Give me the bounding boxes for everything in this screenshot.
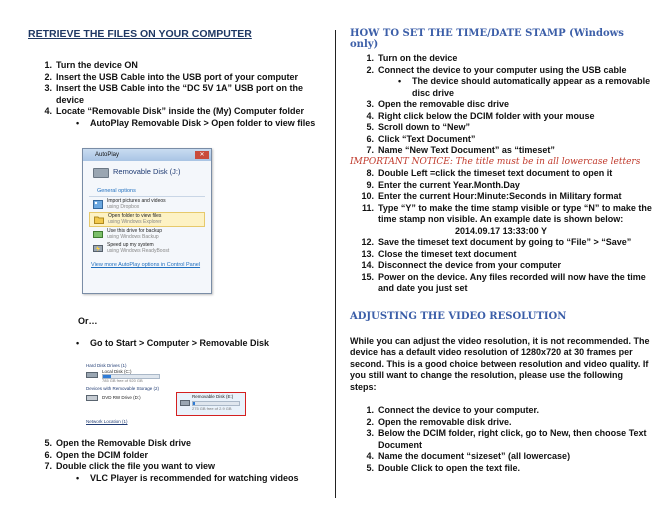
list-item: 3. Insert the USB Cable into the “DC 5V 1A” USB port on the device: [44, 83, 304, 105]
backup-icon: [93, 230, 103, 239]
hard-drive-icon: [86, 371, 98, 379]
time-steps-list-d: [350, 237, 652, 295]
bullet-vlc: • VLC Player is recommended for watching videos: [76, 472, 299, 483]
list-item: 7. Double click the file you want to view: [44, 461, 216, 471]
list-item: 5. Scroll down to “New”: [366, 122, 471, 132]
retrieve-files-heading: RETRIEVE THE FILES ON YOUR COMPUTER: [28, 28, 252, 40]
list-item: 3. Open the removable disc drive: [366, 99, 510, 109]
autoplay-drive: Removable Disk (J:): [83, 161, 211, 185]
removable-drive-icon: [93, 168, 109, 178]
list-item: 4. Locate “Removable Disk” inside the (My) Computer folder: [44, 106, 305, 116]
example-date: 2014.09.17 13:33:00 Y: [455, 225, 547, 236]
removable-disk-highlight: Removable Disk (E:) 275 GB free of 2.9 GB: [176, 392, 246, 416]
list-item: 1. Connect the device to your computer.: [366, 405, 540, 415]
list-item: 3. Below the DCIM folder, right click, go to New, then choose Text Document: [366, 428, 647, 450]
time-date-heading: HOW TO SET THE TIME/DATE STAMP (Windows only): [350, 28, 624, 50]
list-item: 2. Insert the USB Cable into the USB port of your computer: [44, 71, 299, 82]
time-steps-list-c: [350, 168, 652, 226]
network-section-header: Network Location (1): [86, 419, 128, 424]
list-item: 7. Name “New Text Document” as “timeset”: [366, 145, 555, 155]
autoplay-option-backup: Use this drive for backup using Windows Backup: [89, 228, 205, 241]
pictures-icon: [93, 200, 103, 209]
retrieve-steps-list-a: [28, 60, 328, 118]
list-item: 5. Open the Removable Disk drive: [44, 438, 192, 448]
list-item: 4. Right click below the DCIM folder with your mouse: [366, 110, 595, 121]
video-steps-list: [350, 405, 652, 474]
list-item: 2. Connect the device to your computer using the USB cable: [366, 64, 627, 75]
list-item: 6. Open the DCIM folder: [44, 449, 148, 460]
hdd-section-header: Hard Disk Drives (1): [86, 363, 127, 368]
dvd-drive-icon: [86, 394, 98, 402]
list-item: 8. Double Left =click the timeset text document to open it: [366, 168, 613, 178]
list-item: 1. Turn the device ON: [44, 60, 138, 70]
autoplay-option-open-folder: Open folder to view files using Windows Explorer: [89, 212, 205, 227]
close-icon: ✕: [195, 151, 209, 159]
retrieve-steps-list-b: [28, 438, 328, 473]
autoplay-titlebar: AutoPlay ✕: [83, 149, 211, 161]
time-steps-list-a: [350, 53, 652, 76]
bullet-dot-icon: •: [76, 338, 80, 348]
list-item: 15. Power on the device. Any files recorded will now have the time and date you just set: [361, 271, 646, 293]
autoplay-option-speedup: Speed up my system using Windows ReadyBoost: [89, 242, 205, 255]
bullet-autoplay: • AutoPlay Removable Disk > Open folder to view files: [76, 117, 316, 128]
or-text-wrapper: [78, 316, 98, 326]
or-text: Or…: [78, 316, 98, 326]
autoplay-section-label: General options: [89, 185, 205, 197]
folder-icon: [94, 215, 104, 224]
list-item: 14. Disconnect the device from your computer: [361, 260, 562, 270]
list-item: 2. Open the removable disk drive.: [366, 416, 512, 427]
removable-drive-icon: [180, 399, 190, 407]
local-disk-row: Local Disk (C:) 785 GB free of 920 GB: [78, 369, 248, 382]
list-item: 11. Type “Y” to make the time stamp visible or type “N” to make the time stamp non visible. An example date is shown below:: [361, 202, 652, 224]
list-item: 13. Close the timeset text document: [361, 248, 517, 259]
autoplay-control-panel-link: View more AutoPlay options in Control Panel: [91, 262, 201, 268]
autoplay-dialog-screenshot: [82, 148, 212, 294]
left-column: [28, 28, 328, 129]
bullet-dot-icon: •: [76, 117, 80, 128]
retrieve-steps-b-wrapper: [28, 438, 328, 484]
bullet-dot-icon: •: [398, 76, 402, 86]
column-divider: [335, 30, 336, 498]
time-steps-list-b: [350, 99, 652, 157]
devices-row: DVD RW Drive (D:): [78, 392, 248, 405]
computer-window-screenshot: [78, 362, 248, 428]
bullet-removable-disc: • The device should automatically appear as a removable disc drive: [398, 76, 651, 98]
list-item: 10. Enter the current Hour:Minute:Seconds in Military format: [361, 191, 622, 201]
bullet-start-computer: • Go to Start > Computer > Removable Disk: [76, 338, 270, 348]
right-column: [350, 28, 652, 474]
list-item: 5. Double Click to open the text file.: [366, 462, 521, 473]
list-item: 6. Click “Text Document”: [366, 133, 476, 144]
list-item: 4. Name the document “sizeset” (all lowercase): [366, 451, 571, 461]
important-notice: IMPORTANT NOTICE: The title must be in all lowercase letters: [350, 156, 641, 167]
bullet-start-wrapper: [28, 338, 328, 350]
autoplay-option-import: Import pictures and videos using Dropbox: [89, 198, 205, 211]
video-resolution-paragraph: While you can adjust the video resolution, it is not recommended. The device has a default video resolution of 1280x720 at 30 frames per second. This is a good choice between resolution and video quality. If you still want to change the resolution, please use the following steps:: [350, 335, 650, 392]
readyboost-icon: [93, 244, 103, 253]
list-item: 9. Enter the current Year.Month.Day: [366, 179, 520, 190]
list-item: 12. Save the timeset text document by going to “File” > “Save”: [361, 237, 632, 247]
list-item: 1. Turn on the device: [366, 53, 458, 63]
removable-section-header: Devices with Removable Storage (2): [86, 386, 160, 391]
bullet-dot-icon: •: [76, 472, 80, 483]
video-resolution-heading: ADJUSTING THE VIDEO RESOLUTION: [350, 310, 567, 322]
